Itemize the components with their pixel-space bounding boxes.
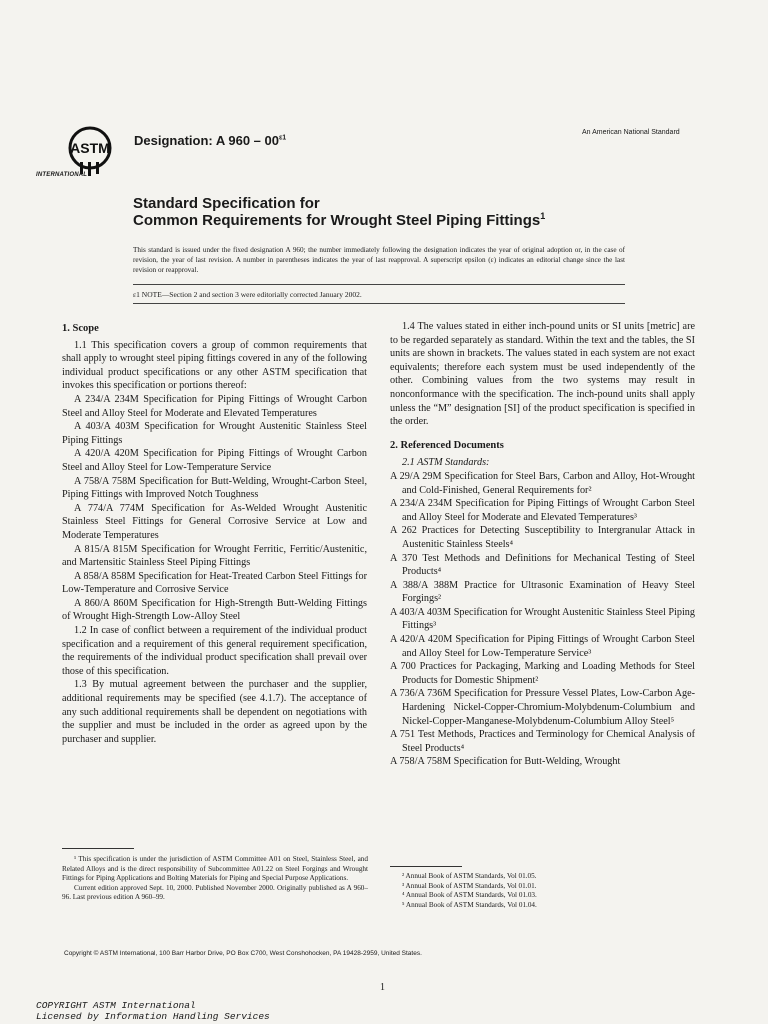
spec-item: A 234/A 234M Specification for Piping Fittings of Wrought Carbon Steel and Alloy Steel for Moderate and Elevated Temperatures — [62, 393, 367, 419]
svg-text:ASTM: ASTM — [70, 140, 110, 156]
reference-item: A 370 Test Methods and Definitions for Mechanical Testing of Steel Products⁴ — [390, 552, 695, 578]
reference-item: A 29/A 29M Specification for Steel Bars, Carbon and Alloy, Hot-Wrought and Cold-Finished, General Requirements for² — [390, 470, 695, 496]
reference-item: A 751 Test Methods, Practices and Terminology for Chemical Analysis of Steel Products⁴ — [390, 729, 695, 754]
title-line-2 — [133, 211, 545, 229]
reference-item: A 700 Practices for Packaging, Marking and Loading Methods for Steel Products for Domestic Shipment² — [390, 661, 695, 686]
paragraph-1-2: 1.2 In case of conflict between a requirement of the individual product specification and a requirement of this general requirement specification, the requirements of the individual product specification shall prevail over those of this specification. — [62, 625, 367, 677]
reference-item: A 262 Practices for Detecting Susceptibility to Intergranular Attack in Austenitic Stainless Steels⁴ — [390, 525, 695, 550]
footnote-2: ² Annual Book of ASTM Standards, Vol 01.05. — [402, 872, 537, 880]
spec-item: A 774/A 774M Specification for As-Welded Wrought Austenitic Stainless Steel Fittings for General Corrosive Service at Low and Moderate Temperatures — [62, 502, 367, 541]
reference-item: A 388/A 388M Practice for Ultrasonic Examination of Heavy Steel Forgings² — [390, 579, 695, 605]
footnote-rule — [390, 866, 462, 867]
ans-label: An American National Standard — [582, 129, 680, 136]
title-footnote-ref: 1 — [540, 211, 546, 221]
footnote-5: ⁵ Annual Book of ASTM Standards, Vol 01.04. — [402, 900, 537, 909]
stamp-line-2: Licensed by Information Handling Services — [36, 1011, 270, 1022]
copyright-line: Copyright © ASTM International, 100 Barr Harbor Drive, PO Box C700, West Conshohocken, PA 19428-2959, United States. — [64, 950, 422, 957]
page-number: 1 — [380, 982, 385, 993]
footnote-1: ¹ This specification is under the jurisdiction of ASTM Committee A01 on Steel, Stainless Steel, and Related Alloys and is the direct responsibility of Subcommittee A01.22 on Steel Forgings and Wrought Fittings for Piping Applications and Bolting Materials for Piping and Special Purpose Applications. — [62, 855, 368, 883]
footnote-rule — [62, 848, 134, 849]
designation-text: Designation: A 960 – 00 — [134, 133, 279, 148]
logo-subtitle: INTERNATIONAL — [36, 172, 88, 178]
spec-item: A 403/A 403M Specification for Wrought Austenitic Stainless Steel Piping Fittings — [62, 421, 367, 446]
reference-item: A 736/A 736M Specification for Pressure Vessel Plates, Low-Carbon Age-Hardening Nickel-Copper-Chromium-Molybdenum-Columbium and Nickel-Copper-Manganese-Molybdenum-Columbium Alloy Steel⁵ — [390, 688, 695, 727]
license-stamp — [36, 1000, 270, 1022]
footnote-1-edition: Current edition approved Sept. 10, 2000. Published November 2000. Originally published as A 960–96. Last previous edition A 960–99. — [62, 883, 368, 902]
issue-statement: This standard is issued under the fixed designation A 960; the number immediately following the designation indicates the year of original adoption or, in the case of revision, the year of last revision. A number in parentheses indicates the year of last reapproval. A superscript epsilon (ε) indicates an editorial change since the last revision or reapproval. — [133, 246, 625, 274]
spec-item: A 860/A 860M Specification for High-Strength Butt-Welding Fittings of Wrought High-Strength Low-Alloy Steel — [62, 597, 367, 623]
subsection-2-1: 2.1 ASTM Standards: — [402, 457, 490, 469]
spec-item: A 815/A 815M Specification for Wrought Ferritic, Ferritic/Austenitic, and Martensitic Stainless Steel Piping Fittings — [62, 543, 367, 569]
reference-item: A 403/A 403M Specification for Wrought Austenitic Stainless Steel Piping Fittings³ — [390, 606, 695, 632]
footnote-3: ³ Annual Book of ASTM Standards, Vol 01.01. — [402, 881, 537, 890]
footnotes-left — [62, 855, 368, 903]
designation — [134, 133, 286, 148]
reference-item: A 758/A 758M Specification for Butt-Welding, Wrought — [390, 756, 621, 768]
right-column — [390, 320, 695, 769]
astm-logo — [58, 126, 126, 178]
reference-item: A 420/A 420M Specification for Piping Fittings of Wrought Carbon Steel and Alloy Steel for Low-Temperature Service³ — [390, 634, 695, 659]
divider — [133, 303, 625, 304]
footnote-4: ⁴ Annual Book of ASTM Standards, Vol 01.03. — [402, 891, 537, 900]
spec-item: A 858/A 858M Specification for Heat-Treated Carbon Steel Fittings for Low-Temperature and Corrosive Service — [62, 570, 367, 596]
reference-item: A 234/A 234M Specification for Piping Fittings of Wrought Carbon Steel and Alloy Steel for Moderate and Elevated Temperatures³ — [390, 498, 695, 523]
spec-item: A 420/A 420M Specification for Piping Fittings of Wrought Carbon Steel and Alloy Steel for Low-Temperature Service — [62, 448, 367, 473]
section-heading-referenced-documents: 2. Referenced Documents — [390, 439, 504, 451]
spec-item: A 758/A 758M Specification for Butt-Welding, Wrought-Carbon Steel, Piping Fittings with Improved Notch Toughness — [62, 475, 367, 501]
stamp-line-1: COPYRIGHT ASTM International — [36, 1000, 196, 1011]
footnotes-right — [390, 872, 690, 910]
title-text: Common Requirements for Wrought Steel Piping Fittings — [133, 212, 541, 229]
left-column — [62, 322, 367, 746]
paragraph-1-4: 1.4 The values stated in either inch-pound units or SI units [metric] are to be regarded separately as standard. Within the text and the tables, the SI units are shown in brackets. The values stated in each system are not exact equivalents; therefore each system must be used independently of the other. Combining values from the two systems may result in nonconformance with the specification. The inch-pound units shall apply unless the “M” designation [SI] of the product specification is specified in the order. — [390, 321, 695, 428]
editorial-note: ε1 NOTE—Section 2 and section 3 were editorially corrected January 2002. — [133, 290, 362, 299]
astm-logo-icon — [58, 126, 126, 178]
paragraph-1-3: 1.3 By mutual agreement between the purchaser and the supplier, additional requirements may be specified (see 4.1.7). The acceptance of any such additional requirements shall be dependent on negotiations with the supplier and must be included in the order as agreed upon by the purchaser and supplier. — [62, 679, 367, 745]
divider — [133, 284, 625, 285]
section-heading-scope: 1. Scope — [62, 323, 99, 334]
paragraph-1-1: 1.1 This specification covers a group of common requirements that shall apply to wrought steel piping fittings covered in any of the following individual product specifications or any other ASTM specification that invokes this specification or portions thereof: — [62, 339, 367, 392]
designation-sup: ε1 — [278, 134, 287, 142]
title-line-1: Standard Specification for — [133, 195, 320, 212]
